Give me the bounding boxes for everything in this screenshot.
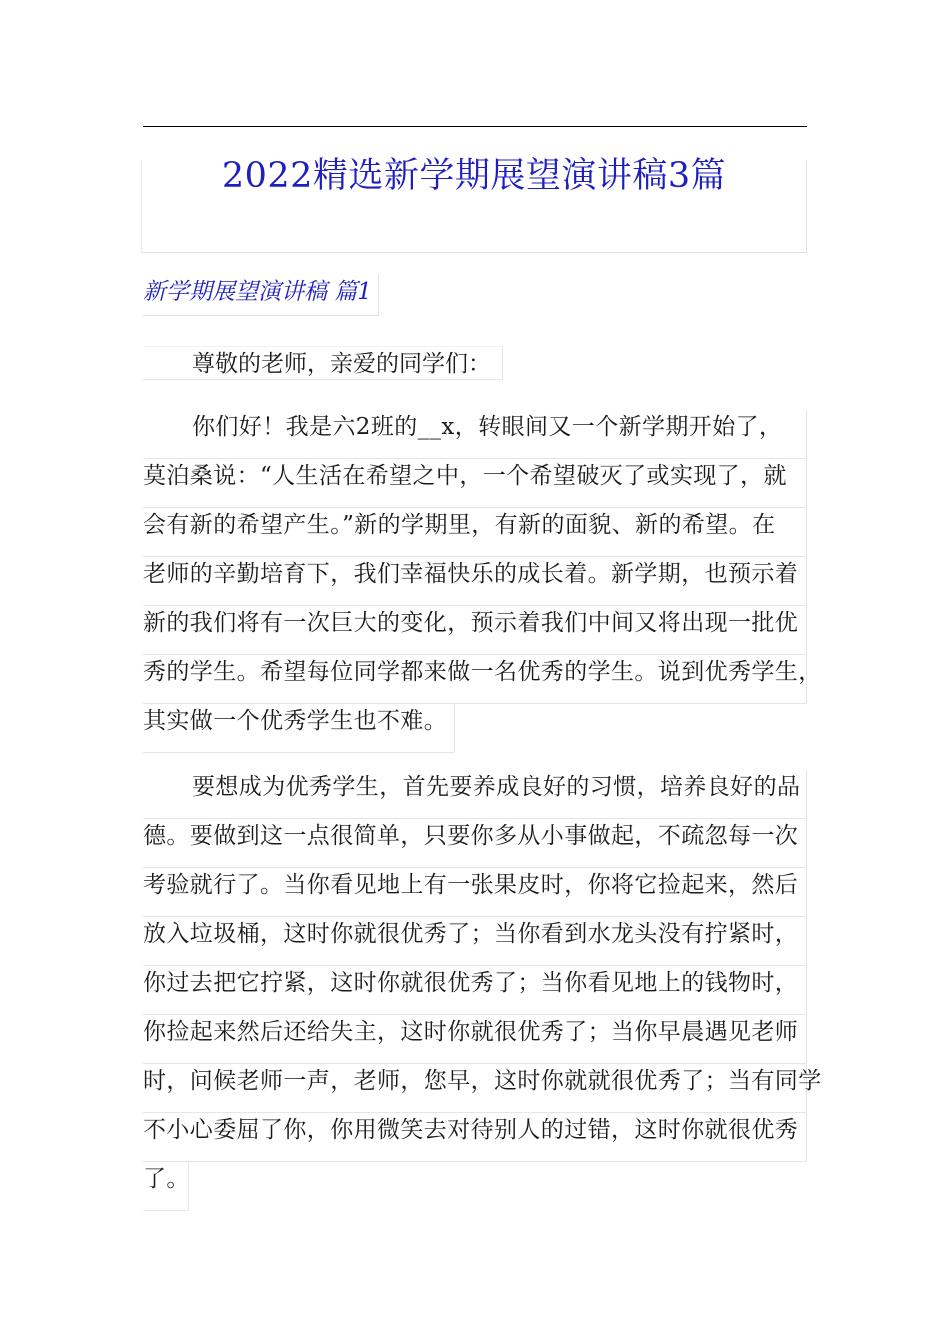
paragraph-line: 其实做一个优秀学生也不难。: [143, 704, 455, 753]
paragraph-line: 放入垃圾桶，这时你就很优秀了；当你看到水龙头没有拧紧时，: [143, 917, 807, 966]
paragraph-line: 秀的学生。希望每位同学都来做一名优秀的学生。说到优秀学生，: [143, 655, 807, 704]
paragraph-1: [143, 410, 822, 753]
paragraph-line: 莫泊桑说：“人生活在希望之中，一个希望破灭了或实现了，就: [143, 459, 807, 508]
greeting-line: 尊敬的老师，亲爱的同学们：: [143, 346, 503, 380]
paragraph-line: 你们好！我是六2班的__x，转眼间又一个新学期开始了，: [143, 410, 807, 459]
paragraph-line: 会有新的希望产生。”新的学期里，有新的面貌、新的希望。在: [143, 508, 807, 557]
paragraph-2: [143, 770, 822, 1211]
paragraph-line: 考验就行了。当你看见地上有一张果皮时，你将它捡起来，然后: [143, 868, 807, 917]
paragraph-line: 你过去把它拧紧，这时你就很优秀了；当你看见地上的钱物时，: [143, 966, 807, 1015]
paragraph-line: 德。要做到这一点很简单，只要你多从小事做起，不疏忽每一次: [143, 819, 807, 868]
paragraph-line: 老师的辛勤培育下，我们幸福快乐的成长着。新学期，也预示着: [143, 557, 807, 606]
paragraph-line: 你捡起来然后还给失主，这时你就很优秀了；当你早晨遇见老师: [143, 1015, 807, 1064]
paragraph-line: 了。: [143, 1162, 189, 1211]
paragraph-line: 要想成为优秀学生，首先要养成良好的习惯，培养良好的品: [143, 770, 807, 819]
title-box: [141, 156, 807, 253]
section-heading: 新学期展望演讲稿 篇1: [143, 275, 379, 316]
paragraph-line: 时，问候老师一声，老师，您早，这时你就就很优秀了；当有同学: [143, 1064, 807, 1113]
header-rule: [143, 126, 807, 127]
document-title: 2022精选新学期展望演讲稿3篇: [221, 156, 727, 196]
paragraph-line: 新的我们将有一次巨大的变化，预示着我们中间又将出现一批优: [143, 606, 807, 655]
paragraph-line: 不小心委屈了你，你用微笑去对待别人的过错，这时你就很优秀: [143, 1113, 807, 1162]
